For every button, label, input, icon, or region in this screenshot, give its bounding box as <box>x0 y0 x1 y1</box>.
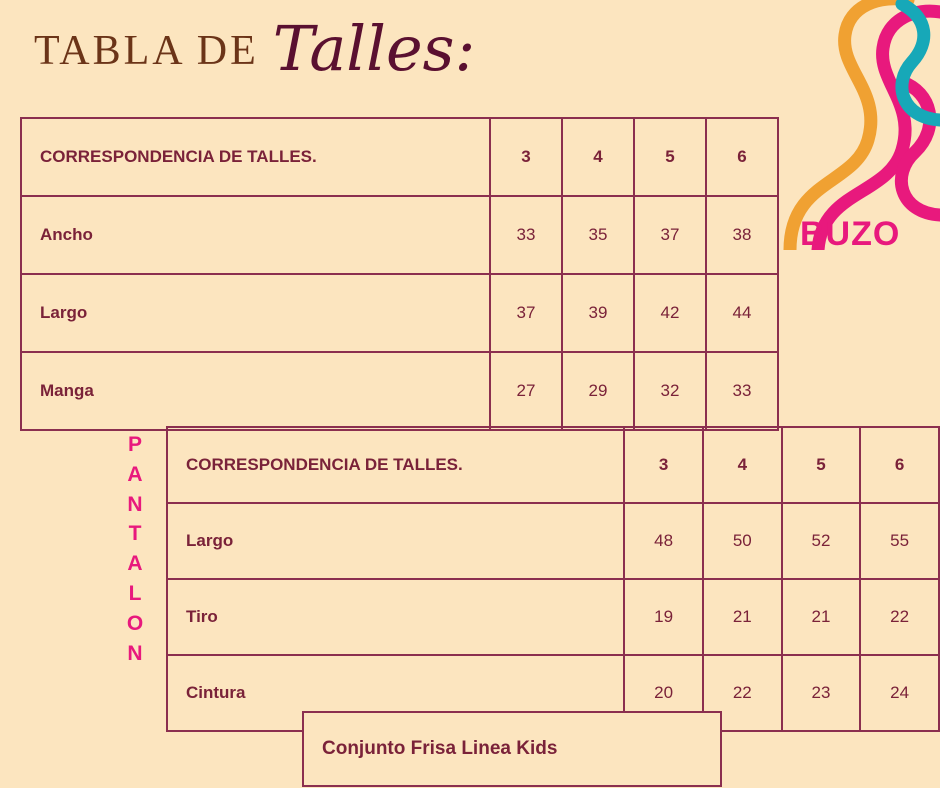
pantalon-letter-7: O <box>126 611 144 635</box>
size-header-5: 5 <box>634 118 706 196</box>
size-header-3: 3 <box>490 118 562 196</box>
table-header-label: CORRESPONDENCIA DE TALLES. <box>21 118 490 196</box>
pantalon-letter-1: P <box>127 433 142 456</box>
size-header-4: 4 <box>562 118 634 196</box>
footer-box <box>302 711 722 787</box>
page-title <box>34 12 476 85</box>
size-table-pantalon <box>166 426 940 732</box>
cell-ancho-5: 37 <box>634 196 706 274</box>
buzo-label: BUZO <box>800 215 901 253</box>
cell-manga-3: 27 <box>490 352 562 430</box>
pantalon-letter-6: L <box>128 582 142 606</box>
table-row <box>21 196 778 274</box>
cell-manga-6: 33 <box>706 352 778 430</box>
row-label-manga: Manga <box>21 352 490 430</box>
pantalon-letter-5: A <box>127 552 143 576</box>
pantalon-letter-4: T <box>128 522 142 546</box>
cell-ancho-6: 38 <box>706 196 778 274</box>
size-table-buzo <box>20 117 779 431</box>
cell-ancho-3: 33 <box>490 196 562 274</box>
page-title-script: Talles: <box>272 12 476 85</box>
table-row <box>21 352 778 430</box>
pantalon-label <box>118 430 152 669</box>
row-label-largo: Largo <box>21 274 490 352</box>
cell-largo-4: 39 <box>562 274 634 352</box>
table-header-row <box>21 118 778 196</box>
cell-cintura-6: 24 <box>860 655 939 731</box>
cell-ancho-4: 35 <box>562 196 634 274</box>
pantalon-letter-3: N <box>127 492 143 516</box>
size-header-5: 5 <box>782 427 861 503</box>
size-header-4: 4 <box>703 427 782 503</box>
row-label-tiro: Tiro <box>167 579 624 655</box>
cell-largo-6: 44 <box>706 274 778 352</box>
cell-manga-4: 29 <box>562 352 634 430</box>
size-header-3: 3 <box>624 427 703 503</box>
row-label-cintura: Cintura <box>167 655 624 731</box>
cell-tiro-3: 19 <box>624 579 703 655</box>
table-row <box>21 274 778 352</box>
cell-largo-5: 52 <box>782 503 861 579</box>
pantalon-letter-8: N <box>127 641 143 665</box>
footer-text: Conjunto Frisa Linea Kids <box>322 738 558 759</box>
cell-cintura-4: 22 <box>703 655 782 731</box>
row-label-largo: Largo <box>167 503 624 579</box>
table-header-row <box>167 427 939 503</box>
cell-tiro-5: 21 <box>782 579 861 655</box>
cell-cintura-5: 23 <box>782 655 861 731</box>
table-row <box>167 579 939 655</box>
cell-tiro-4: 21 <box>703 579 782 655</box>
cell-tiro-6: 22 <box>860 579 939 655</box>
cell-largo-4: 50 <box>703 503 782 579</box>
size-header-6: 6 <box>860 427 939 503</box>
cell-cintura-3: 20 <box>624 655 703 731</box>
cell-largo-3: 48 <box>624 503 703 579</box>
page-title-main: TABLA DE <box>34 28 259 74</box>
table-row <box>167 503 939 579</box>
cell-manga-5: 32 <box>634 352 706 430</box>
cell-largo-6: 55 <box>860 503 939 579</box>
row-label-ancho: Ancho <box>21 196 490 274</box>
cell-largo-3: 37 <box>490 274 562 352</box>
cell-largo-5: 42 <box>634 274 706 352</box>
size-header-6: 6 <box>706 118 778 196</box>
pantalon-letter-2: A <box>127 462 143 486</box>
table-header-label: CORRESPONDENCIA DE TALLES. <box>167 427 624 503</box>
